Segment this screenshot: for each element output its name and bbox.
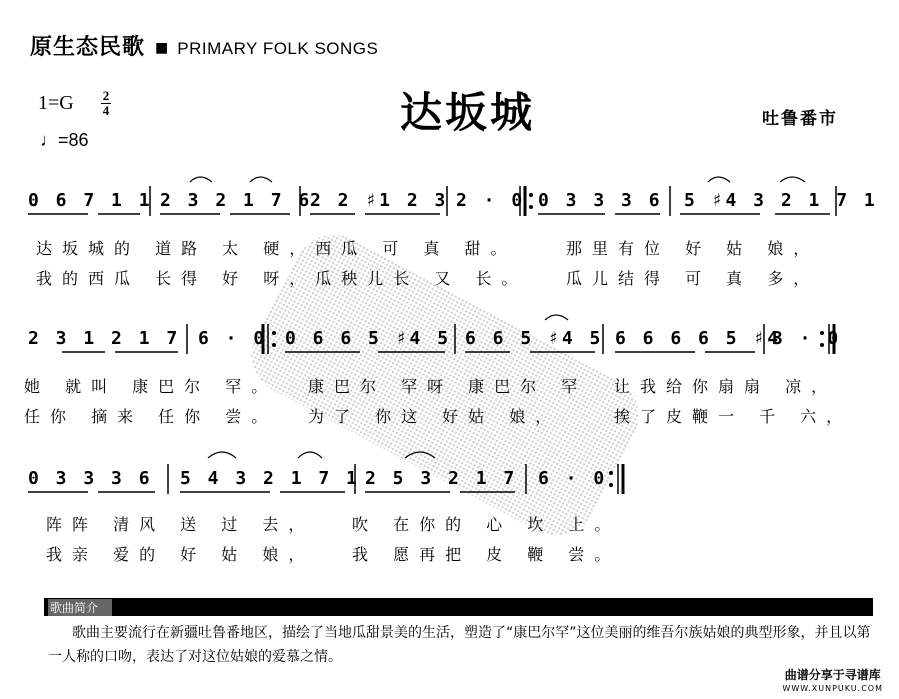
measure-5: 0 3 3 3 6	[538, 190, 663, 211]
song-region: 吐鲁番市	[762, 109, 838, 129]
measure-8: 6 · 0	[198, 328, 268, 349]
row2-lyric-1c: 让我给你扇扇 凉，	[614, 377, 838, 396]
measure-3: 2 2 ♯1 2 3	[310, 190, 449, 211]
intro-text: 歌曲主要流行在新疆吐鲁番地区，描绘了当地瓜甜景美的生活，塑造了“康巴尔罕”这位美丽的维吾尔族姑娘的典型形象，并且以第一人称的口吻，表达了对这位姑娘的爱慕之情。	[48, 625, 871, 665]
credit-line1: 曲谱分享于寻谱库	[784, 668, 881, 682]
row2-lyric-2b: 为了 你这 好姑 娘，	[308, 407, 562, 426]
measure-4: 2 · 0	[456, 190, 526, 211]
key-signature: 1=G	[38, 92, 74, 114]
measure-15: 2 5 3 2 1 7	[365, 468, 518, 489]
measure-7: 2 3 1 2 1 7	[28, 328, 181, 349]
meter-top: 2	[102, 88, 110, 103]
source-credit	[782, 668, 883, 696]
series-title-en: PRIMARY FOLK SONGS	[177, 39, 379, 58]
measure-9: 0 6 6 5 ♯4 5	[285, 328, 452, 349]
credit-url: WWW.XUNPUKU.COM	[782, 684, 883, 693]
row3-lyric-1a: 阵阵 清风 送 过 去，	[46, 515, 315, 534]
intro-bar	[44, 598, 873, 616]
row2-lyric-1b: 康巴尔 罕呀 康巴尔 罕	[308, 377, 588, 396]
row2-lyric-2c: 挨了皮鞭一 千 六，	[614, 407, 853, 426]
song-title: 达坂城	[400, 88, 536, 137]
row2-lyric-1a: 她 就叫 康巴尔 罕。	[24, 377, 278, 396]
measure-13: 0 3 3 3 6	[28, 468, 153, 489]
row3-lyric-2b: 我 愿再把 皮 鞭 尝。	[352, 545, 621, 564]
header-bullet: ■	[155, 40, 170, 56]
measure-1: 0 6 7 1 1	[28, 190, 153, 211]
measure-14: 5 4 3 2 1 7 1	[180, 468, 360, 489]
measure-6: 5 ♯4 3 2 1 7 1	[684, 190, 878, 211]
row1-lyric-2b: 瓜儿结得 可 真 多，	[566, 269, 820, 288]
measure-11: 6 6 6 6 5 ♯4	[615, 328, 782, 349]
tempo-marking: ♩=86	[40, 130, 89, 150]
row1-lyric-1b: 那里有位 好 姑 娘，	[566, 239, 820, 258]
row3-lyric-2a: 我亲 爱的 好 姑 娘，	[46, 545, 315, 564]
intro-label: 歌曲简介	[48, 599, 112, 616]
row1-lyric-2a: 我的西瓜 长得 好 呀，瓜秧儿长 又 长。	[36, 269, 528, 288]
row1-lyric-1a: 达坂城的 道路 太 硬，西瓜 可 真 甜。	[36, 239, 517, 258]
row3-lyric-1b: 吹 在你的 心 坎 上。	[352, 515, 621, 534]
meter-bottom: 4	[102, 103, 110, 118]
measure-10: 6 6 5 ♯4 5	[465, 328, 604, 349]
series-title-cn: 原生态民歌	[30, 35, 146, 60]
row2-lyric-2a: 任你 摘来 任你 尝。	[24, 407, 278, 426]
measure-16: 6 · 0	[538, 468, 608, 489]
measure-12: 3 · 0	[772, 328, 842, 349]
measure-2: 2 3 2 1 7 6	[160, 190, 313, 211]
